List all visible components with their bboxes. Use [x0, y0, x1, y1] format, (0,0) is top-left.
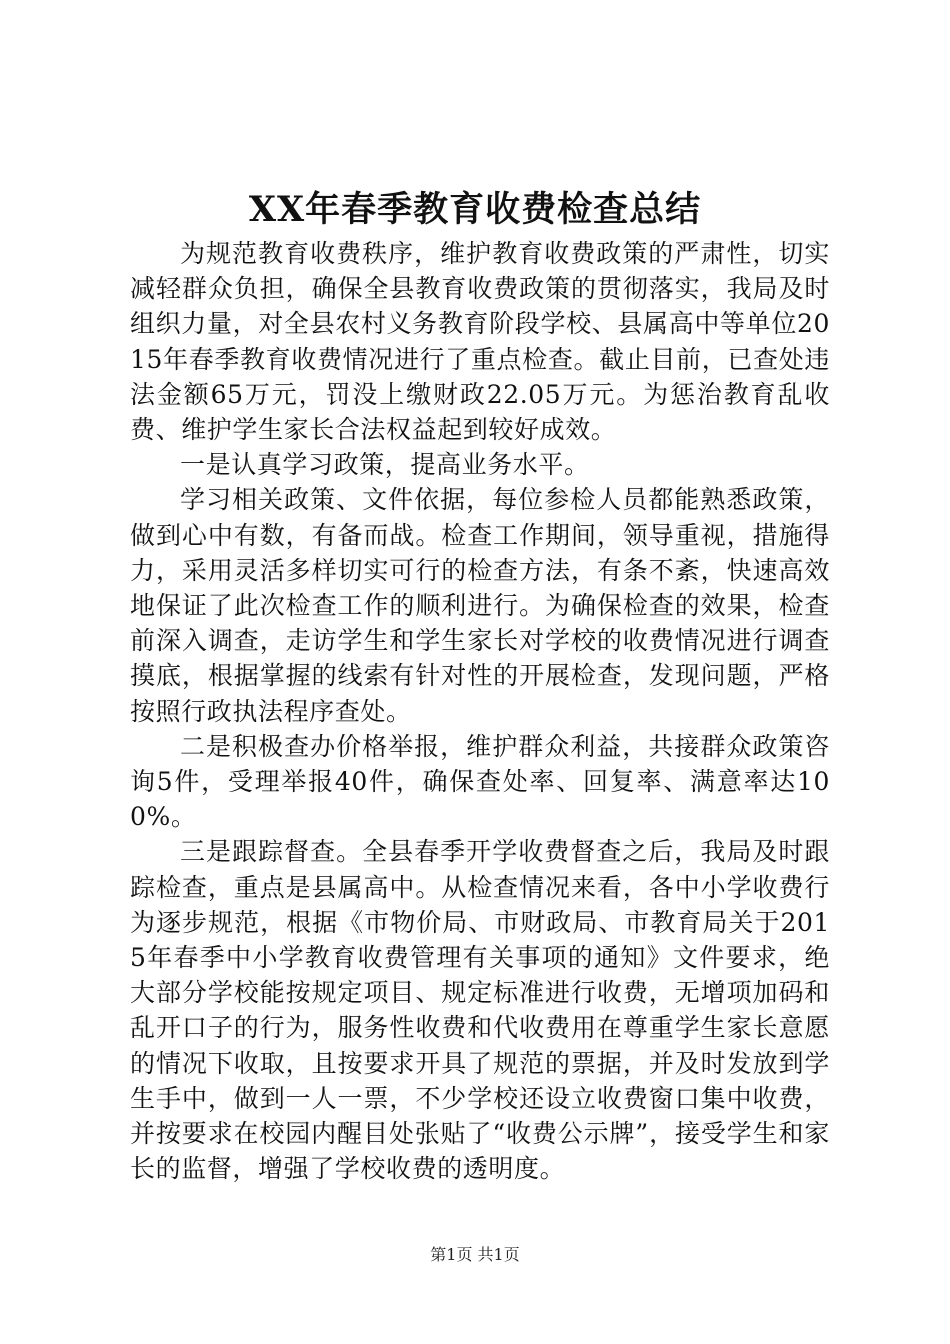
- page-number-footer: 第1页 共1页: [430, 1245, 520, 1264]
- paragraph-point-three: 三是跟踪督查。全县春季开学收费督查之后，我局及时跟踪检查，重点是县属高中。从检查情况来看，各中小学收费行为逐步规范，根据《市物价局、市财政局、市教育局关于2015年春季中小学教育收费管理有关事项的通知》文件要求，绝大部分学校能按规定项目、规定标准进行收费，无增项加码和乱开口子的行为，服务性收费和代收费用在尊重学生家长意愿的情况下收取，且按要求开具了规范的票据，并及时发放到学生手中，做到一人一票，不少学校还设立收费窗口集中收费，并按要求在校园内醒目处张贴了“收费公示牌”，接受学生和家长的监督，增强了学校收费的透明度。: [130, 837, 830, 1184]
- document-body: [130, 236, 830, 1186]
- paragraph-intro: 为规范教育收费秩序，维护教育收费政策的严肃性，切实减轻群众负担，确保全县教育收费政策的贯彻落实，我局及时组织力量，对全县农村义务教育阶段学校、县属高中等单位2015年春季教育收费情况进行了重点检查。截止目前，已查处违法金额65万元，罚没上缴财政22.05万元。为惩治教育乱收费、维护学生家长合法权益起到较好成效。: [130, 239, 830, 445]
- paragraph-point-two: 二是积极查办价格举报，维护群众利益，共接群众政策咨询5件，受理举报40件，确保查处率、回复率、满意率达100%。: [130, 731, 830, 832]
- paragraph-point-one-detail: 学习相关政策、文件依据，每位参检人员都能熟悉政策，做到心中有数，有备而战。检查工作期间，领导重视，措施得力，采用灵活多样切实可行的检查方法，有条不紊，快速高效地保证了此次检查工作的顺利进行。为确保检查的效果，检查前深入调查，走访学生和学生家长对学校的收费情况进行调查摸底，根据掌握的线索有针对性的开展检查，发现问题，严格按照行政执法程序查处。: [130, 485, 830, 726]
- paragraph-point-one-heading: 一是认真学习政策，提高业务水平。: [180, 450, 590, 480]
- document-title: XX年春季教育收费检查总结: [248, 189, 702, 230]
